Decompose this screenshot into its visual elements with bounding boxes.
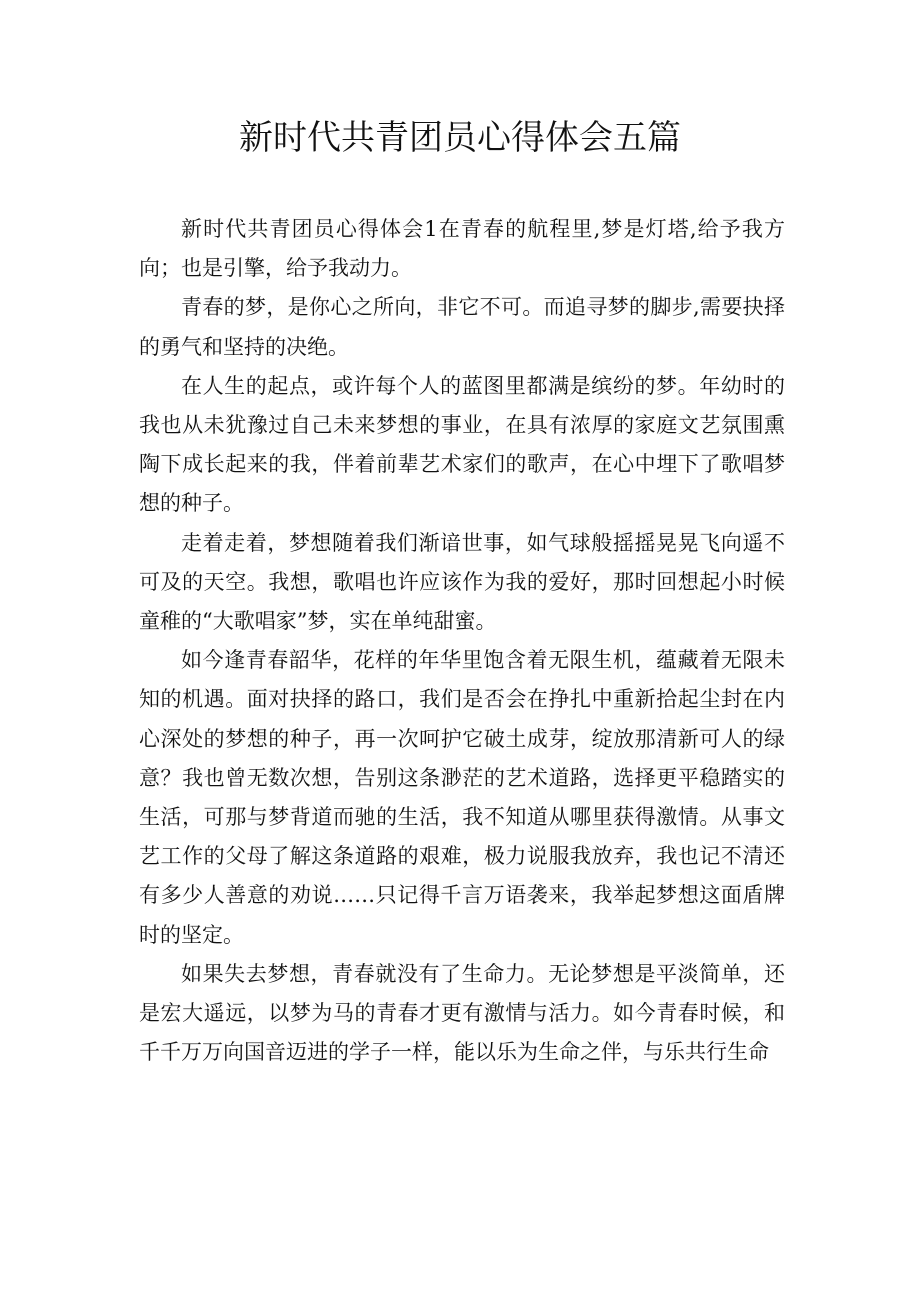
document-title: 新时代共青团员心得体会五篇	[239, 118, 681, 158]
paragraph-2: 青春的梦，是你心之所向，非它不可。而追寻梦的脚步,需要抉择的勇气和坚持的决绝。	[139, 295, 785, 359]
paragraph-3: 在人生的起点，或许每个人的蓝图里都满是缤纷的梦。年幼时的我也从未犹豫过自己未来梦想的事业，在具有浓厚的家庭文艺氛围熏陶下成长起来的我，伴着前辈艺术家们的歌声，在心中埋下了歌唱梦想的种子。	[139, 373, 785, 516]
paragraph-4: 走着走着，梦想随着我们渐谙世事，如气球般摇摇晃晃飞向遥不可及的天空。我想，歌唱也许应该作为我的爱好，那时回想起小时候童稚的“大歌唱家”梦，实在单纯甜蜜。	[139, 530, 785, 634]
document-body	[139, 210, 785, 1072]
paragraph-6: 如果失去梦想，青春就没有了生命力。无论梦想是平淡简单，还是宏大遥远，以梦为马的青春才更有激情与活力。如今青春时候，和千千万万向国音迈进的学子一样，能以乐为生命之伴，与乐共行生命	[139, 961, 785, 1065]
paragraph-1: 新时代共青团员心得体会1在青春的航程里,梦是灯塔,给予我方向；也是引擎，给予我动力。	[139, 217, 785, 281]
paragraph-5: 如今逢青春韶华，花样的年华里饱含着无限生机，蕴藏着无限未知的机遇。面对抉择的路口，我们是否会在挣扎中重新拾起尘封在内心深处的梦想的种子，再一次呵护它破土成芽，绽放那清新可人的绿意？我也曾无数次想，告别这条渺茫的艺术道路，选择更平稳踏实的生活，可那与梦背道而驰的生活，我不知道从哪里获得激情。从事文艺工作的父母了解这条道路的艰难，极力说服我放弃，我也记不清还有多少人善意的劝说……只记得千言万语袭来，我举起梦想这面盾牌时的坚定。	[139, 648, 785, 947]
